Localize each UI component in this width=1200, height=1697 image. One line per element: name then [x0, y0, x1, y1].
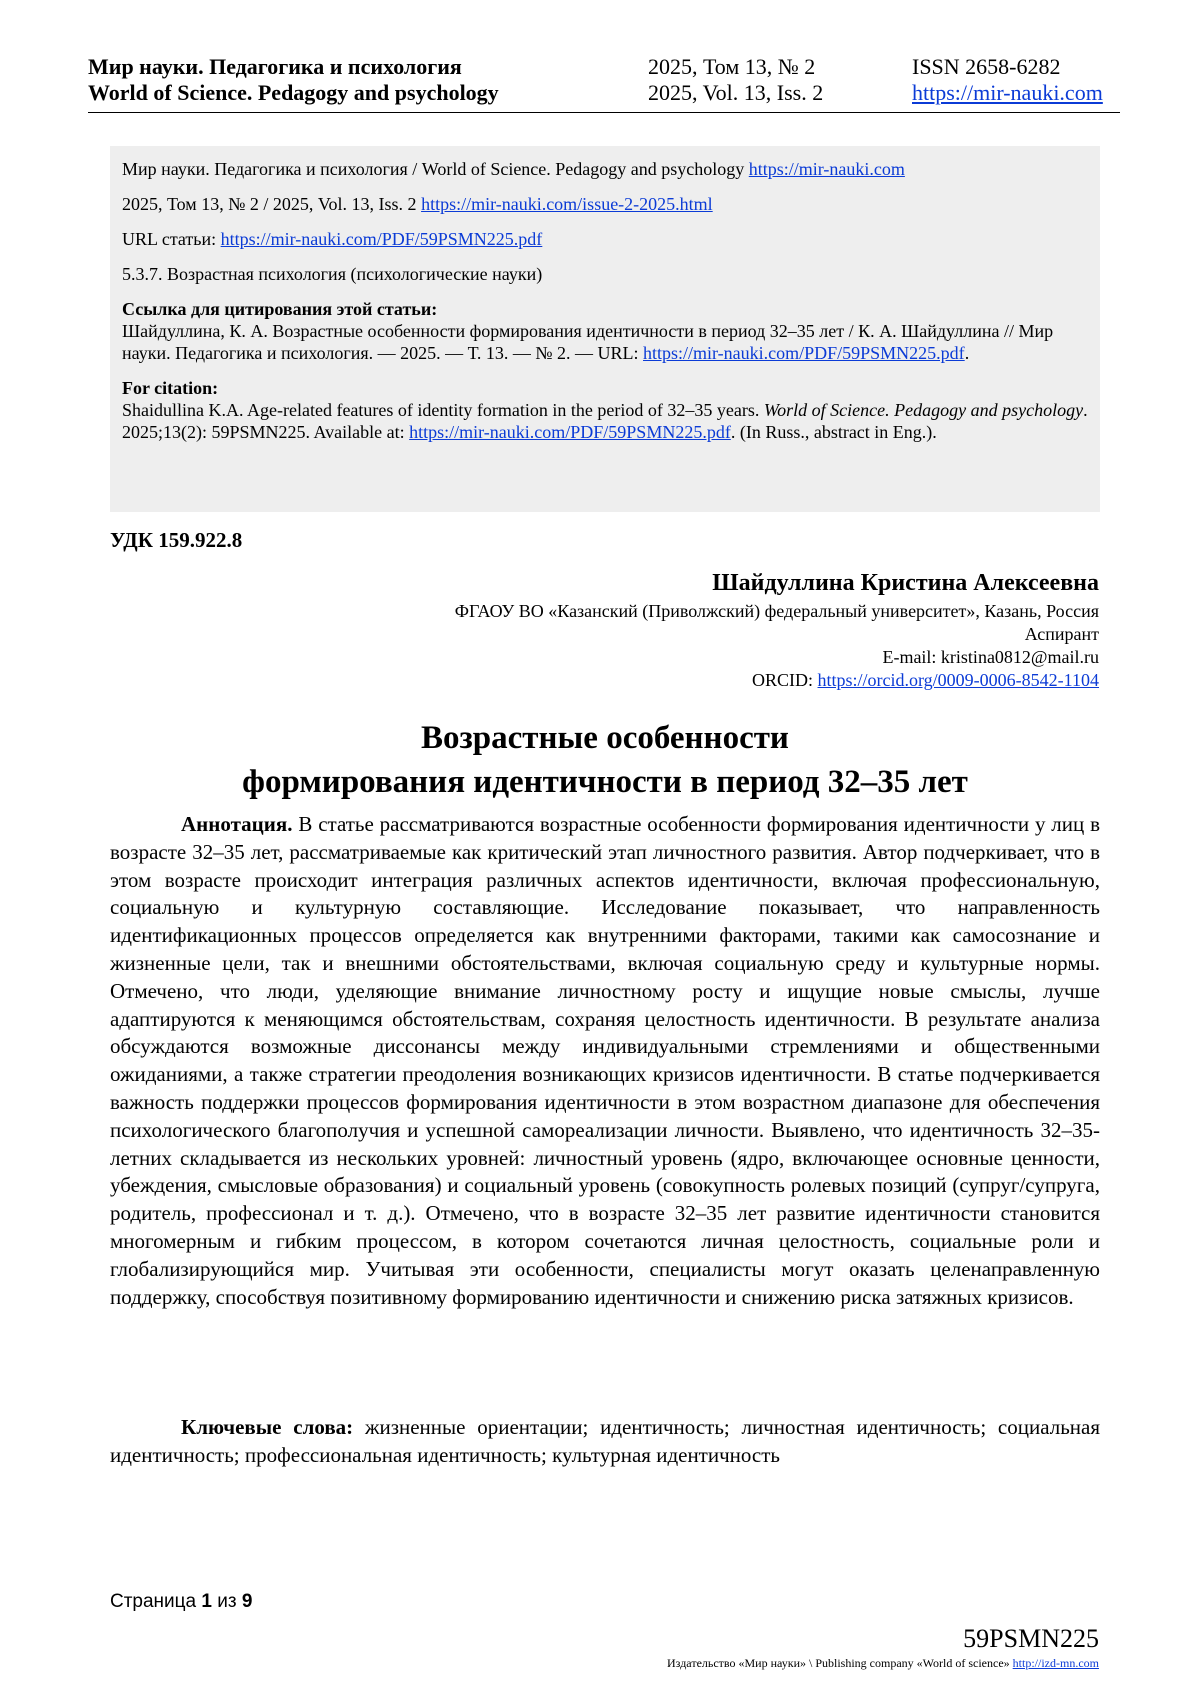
citation-en [122, 377, 1088, 443]
info-issue-text: 2025, Том 13, № 2 / 2025, Vol. 13, Iss. 2 [122, 194, 417, 214]
citation-en-link[interactable]: https://mir-nauki.com/PDF/59PSMN225.pdf [409, 422, 731, 442]
author-name: Шайдуллина Кристина Алексеевна [712, 570, 1099, 596]
journal-title-block [88, 54, 499, 106]
author-email: E-mail: kristina0812@mail.ru [882, 647, 1099, 667]
info-journal-link[interactable]: https://mir-nauki.com [748, 159, 905, 179]
page-number [110, 1591, 252, 1613]
site-link[interactable]: https://mir-nauki.com [912, 80, 1103, 105]
article-title [110, 716, 1100, 804]
author-position: Аспирант [1024, 624, 1099, 644]
citation-en-journal: World of Science. Pedagogy and psychology [763, 400, 1084, 420]
publisher-text: Издательство «Мир науки» \ Publishing company «World of science» [667, 1656, 1010, 1670]
article-title-line-2: формирования идентичности в период 32–35 лет [242, 764, 968, 800]
journal-title-ru: Мир науки. Педагогика и психология [88, 54, 462, 79]
info-specialty: 5.3.7. Возрастная психология (психологические науки) [122, 264, 543, 284]
author-block [455, 568, 1099, 692]
info-journal-line [122, 158, 1088, 180]
orcid-link[interactable]: https://orcid.org/0009-0006-8542-1104 [817, 670, 1099, 690]
page-total: 9 [241, 1591, 253, 1612]
keywords-paragraph [110, 1414, 1100, 1470]
issue-block [648, 54, 823, 106]
issn: ISSN 2658-6282 [912, 54, 1061, 79]
issn-block [912, 54, 1103, 106]
udk-code: УДК 159.922.8 [110, 528, 243, 552]
citation-en-end: . (In Russ., abstract in Eng.). [730, 422, 937, 442]
author-affiliation: ФГАОУ ВО «Казанский (Приволжский) федеральный университет», Казань, Россия [454, 601, 1099, 621]
info-url-label: URL статьи: [122, 229, 217, 249]
info-url-link[interactable]: https://mir-nauki.com/PDF/59PSMN225.pdf [220, 229, 543, 249]
citation-ru-text: Шайдуллина, К. А. Возрастные особенности формирования идентичности в период 32–35 лет / К. А. Шайдуллина // Мир науки. Педагогика и психология. — 2025. — Т. 13. — № 2. — URL: [122, 321, 1054, 363]
citation-ru-link[interactable]: https://mir-nauki.com/PDF/59PSMN225.pdf [643, 343, 965, 363]
citation-en-text1: Shaidullina K.A. Age-related features of identity formation in the period of 32–35 years. [122, 400, 760, 420]
citation-ru [122, 298, 1088, 364]
issue-en: 2025, Vol. 13, Iss. 2 [648, 80, 824, 105]
article-title-line-1: Возрастные особенности [421, 720, 789, 756]
info-issue-link[interactable]: https://mir-nauki.com/issue-2-2025.html [421, 194, 713, 214]
citation-en-text2: . 2025;13(2): 59PSMN225. Available at: [122, 400, 1088, 442]
citation-en-title: For citation: [122, 378, 219, 398]
page-prefix: Страница [110, 1591, 197, 1612]
abstract-label: Аннотация. [181, 812, 293, 836]
article-id: 59PSMN225 [963, 1624, 1099, 1653]
info-issue-line [122, 193, 1088, 215]
abstract-text: В статье рассматриваются возрастные особенности формирования идентичности у лиц в возрасте 32–35 лет, рассматриваемые как критический этап личностного развития. Автор подчеркивает, что в этом возрасте происходит интеграция различных аспектов идентичности, включая профессиональную, социальную и культурную составляющие. Исследование показывает, что направленность идентификационных процессов определяется как внутренними факторами, такими как самосознание и жизненные цели, так и внешними обстоятельствами, включая социальную среду и культурные нормы. Отмечено, что люди, уделяющие внимание личностному росту и ищущие новые смыслы, лучше адаптируются к меняющимся обстоятельствам, сохраняя целостность идентичности. В результате анализа обсуждаются возможные диссонансы между индивидуальными стремлениями и общественными ожиданиями, а также стратегии преодоления возникающих кризисов идентичности. В статье подчеркивается важность поддержки процессов формирования идентичности в этом возрастном диапазоне для обеспечения психологического благополучия и успешной самореализации личности. Выявлено, что идентичность 32–35-летних складывается из нескольких уровней: личностный уровень (ядро, включающее основные ценности, убеждения, смысловые образования) и социальный уровень (совокупность ролевых позиций (супруг/супруга, родитель, профессионал и т. д.). Отмечено, что в возрасте 32–35 лет развитие идентичности становится многомерным и гибким процессом, в котором сочетаются личная целостность, социальные роли и глобализирующийся мир. Учитывая эти особенности, специалисты могут оказать целенаправленную поддержку, способствуя позитивному формированию идентичности и снижению риска затяжных кризисов. [110, 812, 1101, 1309]
keywords-text: жизненные ориентации; идентичность; личностная идентичность; социальная идентичность; профессиональная идентичность; культурная идентичность [110, 1415, 1100, 1467]
running-header [88, 52, 1120, 113]
publisher-link[interactable]: http://izd-mn.com [1012, 1656, 1099, 1670]
publisher-line [667, 1656, 1099, 1671]
citation-ru-end: . [964, 343, 970, 363]
journal-title-en: World of Science. Pedagogy and psychology [88, 80, 499, 105]
page-current: 1 [201, 1591, 212, 1612]
orcid-label: ORCID: [752, 670, 814, 690]
info-journal-text: Мир науки. Педагогика и психология / World of Science. Pedagogy and psychology [122, 159, 745, 179]
info-url-line [122, 228, 1088, 250]
author-orcid [455, 669, 1099, 692]
keywords-label: Ключевые слова: [181, 1415, 354, 1439]
page-sep: из [217, 1591, 237, 1612]
citation-ru-title: Ссылка для цитирования этой статьи: [122, 299, 438, 319]
issue-ru: 2025, Том 13, № 2 [648, 54, 816, 79]
article-info-box [110, 146, 1100, 512]
abstract-paragraph [110, 811, 1100, 1311]
